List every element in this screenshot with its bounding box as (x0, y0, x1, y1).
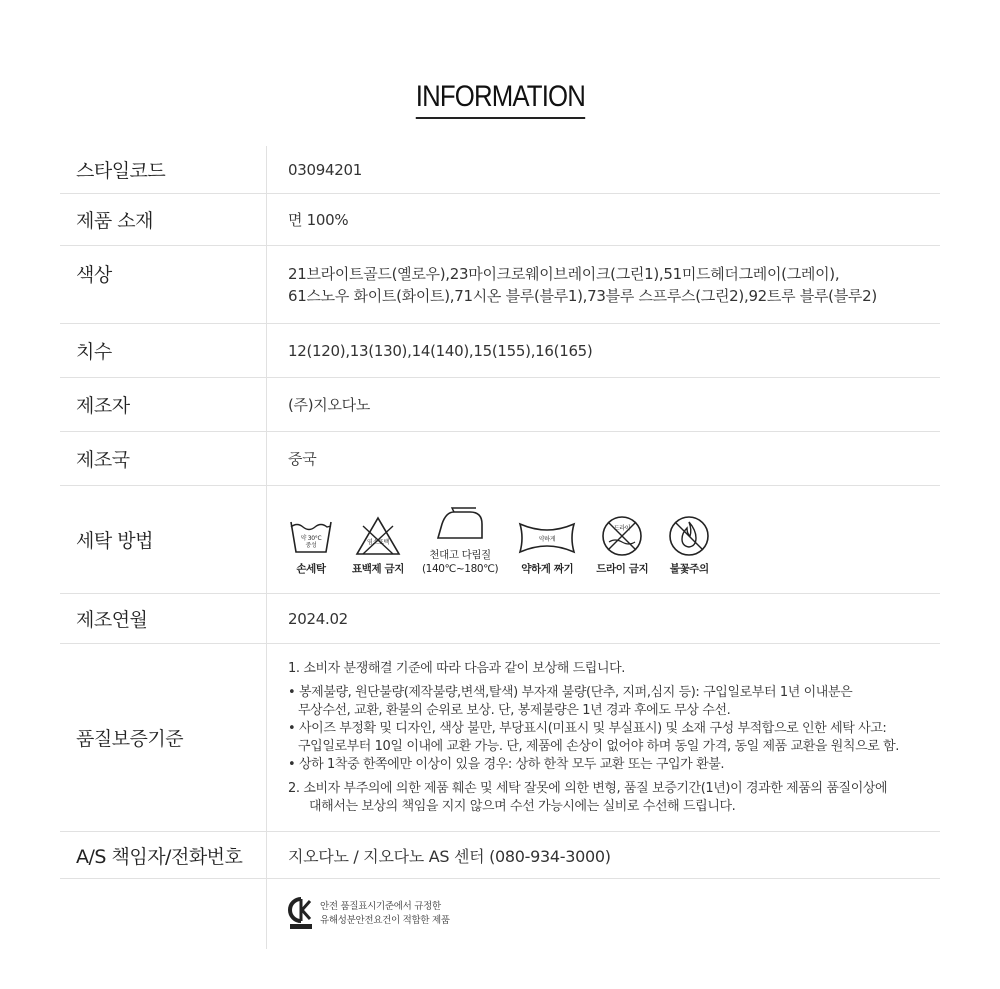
row-maker (60, 378, 940, 432)
value-country: 중국 (288, 450, 317, 468)
value-style-code: 03094201 (288, 160, 362, 179)
no-dry-clean-icon (599, 514, 645, 558)
row-size (60, 324, 940, 378)
value-kc (267, 879, 940, 949)
wash-item-no-dry-clean (596, 514, 648, 576)
quality-line-2: • 봉제불량, 원단불량(제작불량,변색,탈색) 부자재 불량(단추, 지퍼,심지 등): 구입일로부터 1년 이내분은 (288, 684, 853, 700)
row-style-code (60, 146, 940, 194)
label-maker: 제조자 (60, 378, 267, 431)
kc-text-line-1: 안전 품질표시기준에서 규정한 (320, 901, 441, 912)
fire-caution-caption: 불꽃주의 (669, 562, 709, 575)
wash-item-iron (422, 504, 498, 576)
quality-line-6: • 상하 1착중 한쪽에만 이상이 있을 경우: 상하 한착 모두 교환 또는 구입가 환불. (288, 756, 725, 772)
page-title: INFORMATION (0, 80, 1000, 119)
iron-icon (432, 504, 488, 544)
color-line-2: 61스노우 화이트(화이트),71시온 블루(블루1),73블루 스프루스(그린2),92트루 블루(블루2) (288, 286, 877, 305)
quality-line-7: 2. 소비자 부주의에 의한 제품 훼손 및 세탁 잘못에 의한 변형, 품질 보증기간(1년)이 경과한 제품의 품질이상에 (288, 780, 888, 796)
hand-wash-icon-text-1: 약 30°C (300, 534, 322, 542)
value-washing (267, 486, 940, 593)
hand-wash-icon (288, 514, 334, 558)
wring-caption: 약하게 짜기 (521, 562, 574, 575)
info-table (60, 146, 940, 949)
row-as (60, 832, 940, 879)
quality-line-1: 1. 소비자 분쟁해결 기준에 따라 다음과 같이 보상해 드립니다. (288, 660, 625, 676)
wash-item-fire-caution (666, 514, 712, 576)
row-material (60, 194, 940, 246)
label-washing: 세탁 방법 (60, 486, 267, 593)
quality-line-5: 구입일로부터 10일 이내에 교환 가능. 단, 제품에 손상이 없어야 하며 동일 가격, 동일 제품 교환을 원칙으로 함. (298, 738, 900, 754)
no-bleach-icon (353, 514, 403, 558)
quality-line-4: • 사이즈 부정확 및 디자인, 색상 불만, 부당표시(미표시 및 부실표시) 및 소재 구성 부적합으로 인한 세탁 사고: (288, 720, 887, 736)
wring-icon-text: 약하게 (539, 535, 556, 543)
no-dry-clean-icon-text: 드라이 (613, 524, 631, 532)
wring-gently-icon (516, 518, 578, 558)
wash-item-hand-wash (288, 514, 334, 576)
value-color (267, 246, 940, 323)
row-quality (60, 644, 940, 832)
value-as: 지오다노 / 지오다노 AS 센터 (080-934-3000) (288, 846, 611, 866)
no-dry-clean-caption: 드라이 금지 (596, 562, 649, 575)
no-bleach-icon-text: 염소표백 (366, 538, 389, 546)
label-quality: 품질보증기준 (60, 644, 267, 831)
row-color (60, 246, 940, 324)
kc-text-line-2: 유해성분안전요건이 적합한 제품 (320, 915, 450, 926)
kc-certification (288, 897, 450, 931)
label-kc-empty (60, 879, 267, 949)
quality-line-8: 대해서는 보상의 책임을 지지 않으며 수선 가능시에는 실비로 수선해 드립니다. (309, 798, 736, 814)
hand-wash-icon-text-2: 중성 (305, 541, 317, 549)
kc-mark-icon (288, 897, 314, 931)
iron-caption (422, 548, 498, 576)
wash-item-wring (516, 518, 578, 576)
no-bleach-caption: 표백제 금지 (352, 562, 404, 575)
value-material: 면 100% (288, 211, 349, 229)
wash-item-no-bleach (352, 514, 404, 576)
wash-icons (288, 504, 730, 576)
label-style-code: 스타일코드 (60, 146, 267, 193)
value-quality (267, 644, 940, 831)
row-washing (60, 486, 940, 594)
label-size: 치수 (60, 324, 267, 377)
iron-caption-line-1: 천대고 다림질 (429, 548, 491, 561)
kc-text (320, 900, 450, 928)
color-line-1: 21브라이트골드(옐로우),23마이크로웨이브레이크(그린1),51미드헤더그레이(그레이), (288, 264, 840, 283)
quality-line-3: 무상수선, 교환, 환불의 순위로 보상. 단, 봉제불량은 1년 경과 후에도 무상 수선. (298, 702, 731, 718)
label-date: 제조연월 (60, 594, 267, 643)
value-maker: (주)지오다노 (288, 396, 371, 414)
hand-wash-caption: 손세탁 (296, 562, 326, 575)
label-country: 제조국 (60, 432, 267, 485)
iron-caption-line-2: (140℃~180℃) (421, 562, 499, 575)
row-kc (60, 879, 940, 949)
label-color: 색상 (60, 246, 267, 323)
row-country (60, 432, 940, 486)
label-material: 제품 소재 (60, 194, 267, 245)
value-date: 2024.02 (288, 609, 348, 628)
fire-caution-icon (666, 514, 712, 558)
value-size: 12(120),13(130),14(140),15(155),16(165) (288, 341, 593, 360)
label-as: A/S 책임자/전화번호 (60, 832, 267, 878)
row-date (60, 594, 940, 644)
